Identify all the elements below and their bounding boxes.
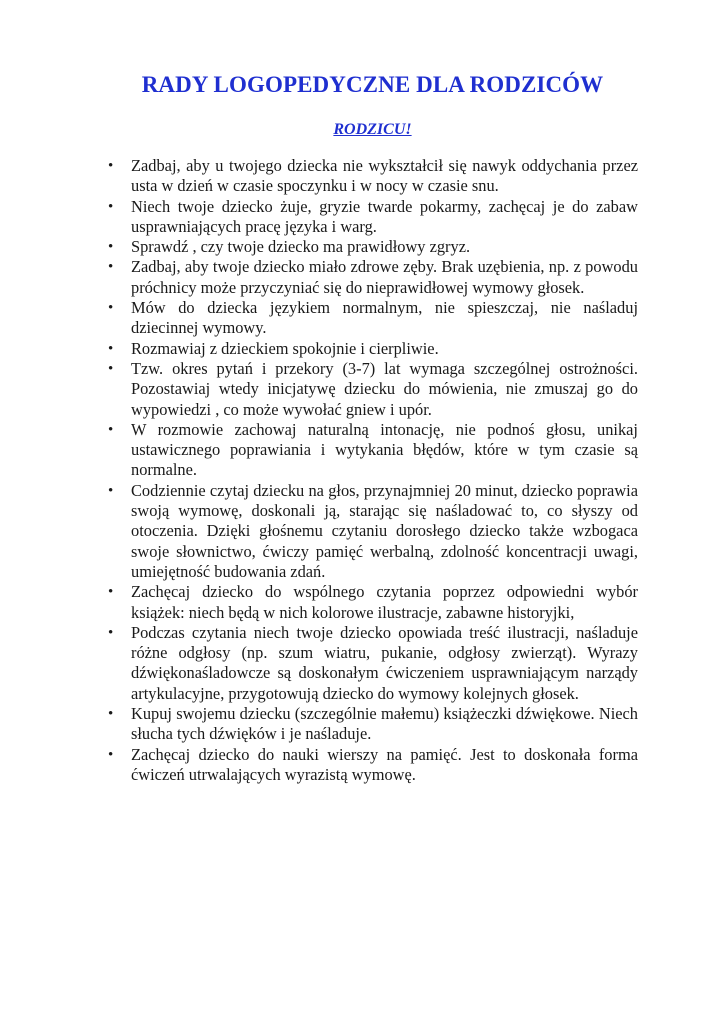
list-item (106, 582, 638, 623)
list-item (106, 623, 638, 704)
list-item-text: W rozmowie zachowaj naturalną intonację, nie podnoś głosu, unikaj ustawicznego poprawiania i wytykania błędów, które w tym czasie są normalne. (131, 419, 638, 480)
list-item (106, 339, 638, 359)
bullet-icon: • (108, 746, 114, 763)
list-item (106, 359, 638, 420)
bullet-icon: • (108, 421, 114, 438)
list-item (106, 237, 638, 257)
list-item (106, 745, 638, 786)
bullet-icon: • (108, 239, 114, 256)
bullet-icon: • (108, 584, 114, 601)
list-item-text: Zachęcaj dziecko do wspólnego czytania poprzez odpowiedni wybór książek: niech będą w nich kolorowe ilustracje, zabawne historyjki, (131, 582, 638, 622)
bullet-icon: • (108, 624, 114, 641)
list-item-text: Zadbaj, aby twoje dziecko miało zdrowe zęby. Brak uzębienia, np. z powodu próchnicy może przyczyniać się do nieprawidłowej wymowy głosek. (131, 257, 638, 297)
bullet-icon: • (108, 360, 114, 377)
list-item-text: Rozmawiaj z dzieckiem spokojnie i cierpliwie. (131, 338, 439, 358)
page-title: RADY LOGOPEDYCZNE DLA RODZICÓW (141, 72, 604, 97)
bullet-icon: • (108, 198, 114, 215)
list-item-text: Zachęcaj dziecko do nauki wierszy na pamięć. Jest to doskonała forma ćwiczeń utrwalających wyrazistą wymowę. (131, 744, 638, 784)
page-subtitle: RODZICU! (333, 121, 412, 138)
list-item (106, 156, 638, 197)
bullet-icon: • (108, 340, 114, 357)
list-item-text: Zadbaj, aby u twojego dziecka nie wykształcił się nawyk oddychania przez usta w dzień w czasie spoczynku i w nocy w czasie snu. (131, 156, 638, 196)
list-item-text: Sprawdź , czy twoje dziecko ma prawidłowy zgryz. (131, 237, 471, 257)
list-item (106, 197, 638, 238)
advice-list (106, 156, 638, 785)
bullet-icon: • (108, 259, 114, 276)
bullet-icon: • (108, 482, 114, 499)
list-item (106, 420, 638, 481)
bullet-icon: • (108, 158, 114, 174)
list-item-text: Kupuj swojemu dziecku (szczególnie małemu) książeczki dźwiękowe. Niech słucha tych dźwięków i je naśladuje. (131, 704, 638, 744)
list-item-text: Mów do dziecka językiem normalnym, nie spieszczaj, nie naśladuj dziecinnej wymowy. (131, 298, 638, 338)
list-item (106, 704, 638, 745)
list-item-text: Niech twoje dziecko żuje, gryzie twarde pokarmy, zachęcaj je do zabaw usprawniających pracę języka i warg. (131, 196, 638, 236)
list-item-text: Podczas czytania niech twoje dziecko opowiada treść ilustracji, naśladuje różne odgłosy (np. szum wiatru, pukanie, odgłosy zwierząt). Wyrazy dźwiękonaśladowcze są doskonałym ćwiczeniem usprawniającym narządy artykulacyjne, przygotowują dziecko do wymowy kolejnych głosek. (131, 622, 638, 703)
bullet-icon: • (108, 300, 114, 317)
list-item (106, 481, 638, 582)
list-item (106, 257, 638, 298)
list-item-text: Codziennie czytaj dziecku na głos, przynajmniej 20 minut, dziecko poprawia swoją wymowę, doskonali ją, starając się naśladować to, co słyszy od otoczenia. Dzięki głośnemu czytaniu dorosłego dziecko także wzbogaca swoje słownictwo, ćwiczy pamięć werbalną, zdolność koncentracji uwagi, umiejętność budowania zdań. (131, 480, 638, 581)
list-item-text: Tzw. okres pytań i przekory (3-7) lat wymaga szczególnej ostrożności. Pozostawiaj wtedy inicjatywę dziecku do mówienia, nie zmuszaj go do wypowiedzi , co może wywołać gniew i upór. (131, 358, 638, 419)
bullet-icon: • (108, 706, 114, 723)
list-item (106, 298, 638, 339)
